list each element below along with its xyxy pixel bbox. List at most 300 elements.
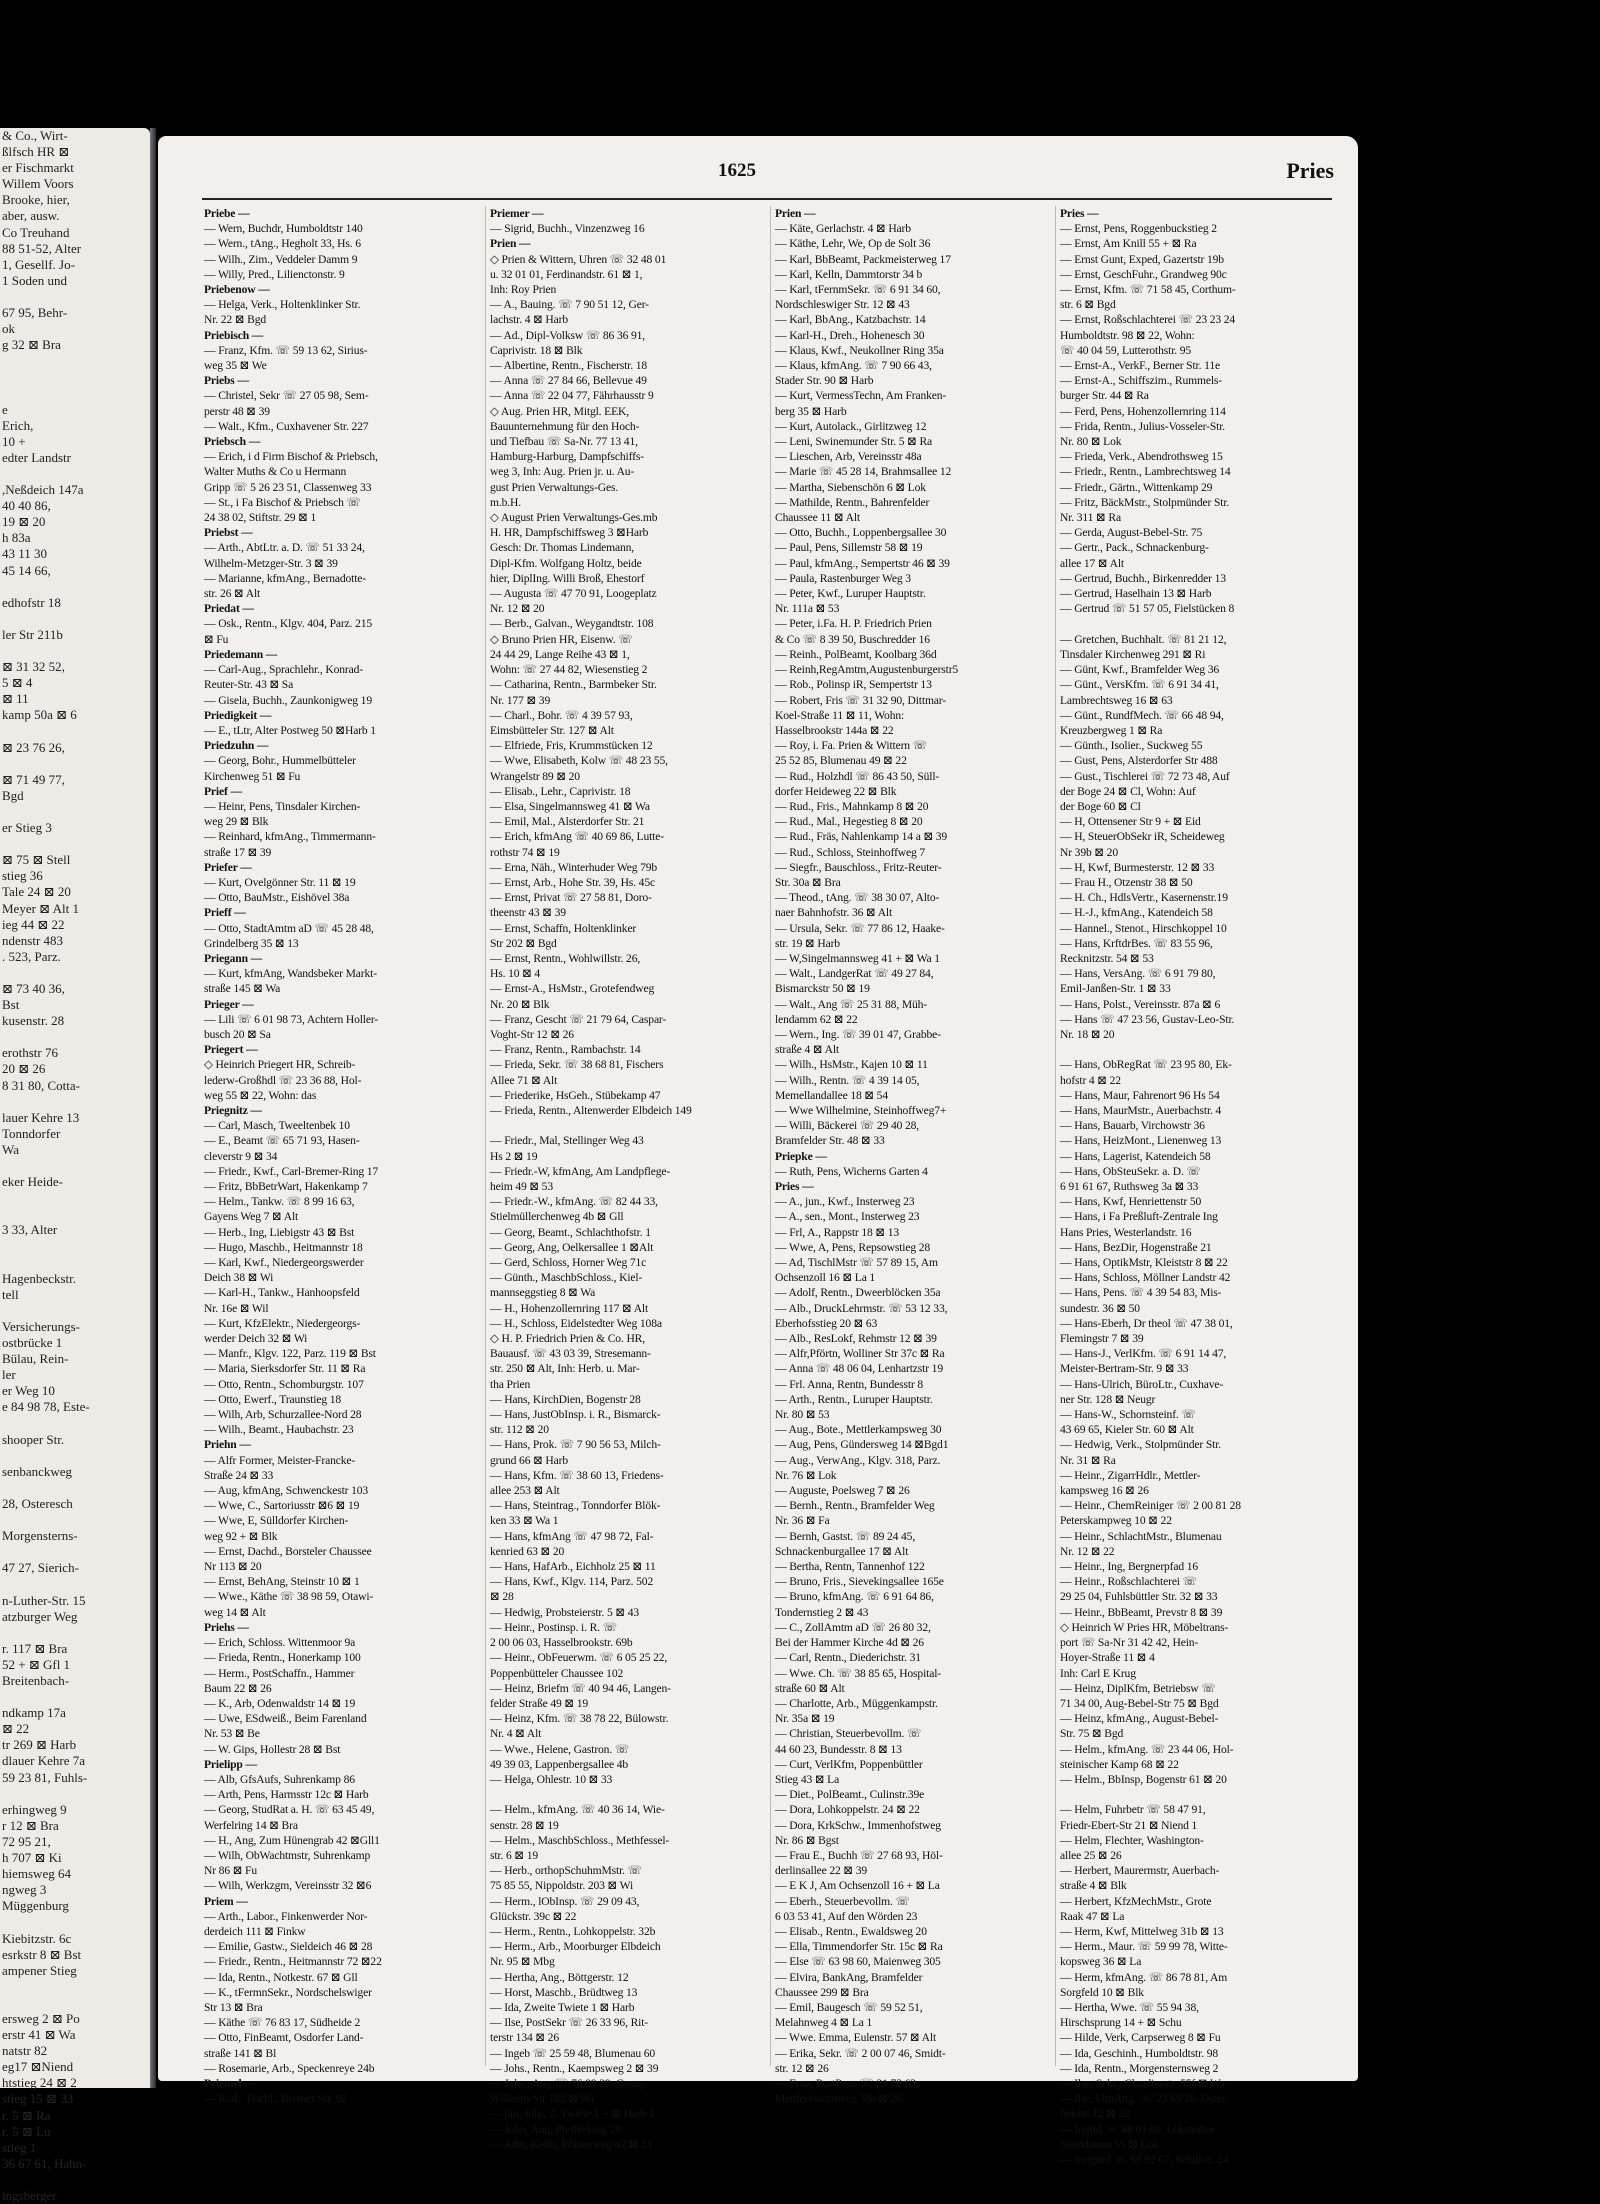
directory-entry: — Walt., Ang ☏ 25 31 88, Müh- — [775, 997, 927, 1011]
directory-entry: — Käthe ☏ 76 83 17, Südheide 2 — [204, 2016, 361, 2030]
directory-entry: — Ilse, kfmAng. ☏ 23 69 26, Oster- — [1060, 2092, 1229, 2106]
directory-entry: Wilhelm-Str 182 ⊠ Wi — [490, 2092, 594, 2106]
left-page-line — [0, 1448, 150, 1464]
directory-entry: Nr. 80 ⊠ 53 — [775, 1408, 830, 1422]
directory-entry: — Ernst-A., HsMstr., Grotefendweg — [490, 982, 655, 996]
directory-entry: Nr. 86 ⊠ Bgst — [775, 1833, 839, 1847]
directory-entry: — Otto, Buchh., Loppenbergsallee 30 — [775, 526, 947, 540]
directory-entry: burger Str. 44 ⊠ Ra — [1060, 389, 1149, 403]
directory-entry: — Hans, Bauarb, Virchowstr 36 — [1060, 1119, 1205, 1133]
directory-entry: Prieff — — [204, 906, 246, 920]
directory-entry: port ☏ Sa-Nr 31 42 42, Hein- — [1060, 1636, 1199, 1650]
directory-entry: — Alb., ResLokf, Rehmstr 12 ⊠ 39 — [775, 1332, 937, 1346]
left-page-line: 43 11 30 — [2, 546, 48, 562]
directory-entry: — Ernst-A., VerkF., Berner Str. 11e — [1060, 359, 1220, 373]
left-page-line: & Co., Wirt- — [2, 128, 68, 143]
directory-entry: — Marianne, kfmAng., Bernadotte- — [204, 571, 366, 585]
left-page-line: ⊠ 31 32 52, — [2, 659, 65, 675]
directory-entry: Nr. 95 ⊠ Mbg — [490, 1955, 555, 1969]
directory-entry: Bismarckstr 50 ⊠ 19 — [775, 982, 870, 996]
left-page-line: hiemsweg 64 — [2, 1866, 71, 1882]
left-page-line — [0, 1029, 150, 1045]
left-page-line — [0, 723, 150, 739]
directory-entry: ◇ H. P. Friedrich Prien & Co. HR, — [490, 1332, 646, 1346]
directory-entry: — Helm., Tankw. ☏ 8 99 16 63, — [204, 1195, 355, 1209]
directory-entry: — Hans, Polst., Vereinsstr. 87a ⊠ 6 — [1060, 997, 1221, 1011]
directory-entry: Priepke — — [775, 1149, 827, 1163]
left-page-line: tr 269 ⊠ Harb — [2, 1737, 77, 1753]
left-page-line: g 32 ⊠ Bra — [2, 337, 61, 353]
directory-entry: Wohn: ☏ 27 44 82, Wiesenstieg 2 — [490, 663, 648, 677]
directory-entry: m.b.H. — [490, 495, 521, 509]
directory-entry: — Heinz, DiplKfm, Betriebsw ☏ — [1060, 1681, 1216, 1695]
directory-entry: — Paul, Pens, Sillemstr 58 ⊠ 19 — [775, 541, 923, 555]
directory-entry: Eimsbütteler Str. 127 ⊠ Alt — [490, 723, 614, 737]
left-page-line — [0, 965, 150, 981]
directory-entry: — Erna, PostPens ☏ 21 73 63, — [775, 2076, 919, 2090]
left-page-line: Kiebitzstr. 6c — [2, 1930, 72, 1946]
directory-entry: derlinsallee 22 ⊠ 39 — [775, 1864, 868, 1878]
directory-entry: Inh: Roy Prien — [490, 283, 557, 297]
directory-entry: — Günth., Isolier., Suckweg 55 — [1060, 739, 1203, 753]
directory-entry: — Bernh, Gastst. ☏ 89 24 45, — [775, 1529, 916, 1543]
directory-entry: perstr 48 ⊠ 39 — [204, 404, 270, 418]
directory-entry: 44 60 23, Bundesstr. 8 ⊠ 13 — [775, 1742, 902, 1756]
directory-entry: — Erna, Näh., Winterhuder Weg 79b — [490, 860, 658, 874]
directory-entry: — Frida, Rentn., Julius-Vosseler-Str. — [1060, 419, 1226, 433]
left-page-fragment — [0, 128, 150, 2203]
directory-entry: — Ida, Geschinh., Humboldtstr. 98 — [1060, 2046, 1218, 2060]
left-page-line — [0, 611, 150, 627]
directory-entry: — John, Kelln, Pfauenweg 42 ⊠ 33 — [490, 2137, 653, 2151]
directory-entry: Priedat — — [204, 602, 254, 616]
directory-entry: — Wern., Ing. ☏ 39 01 47, Grabbe- — [775, 1027, 941, 1041]
directory-entry: Lambrechtsweg 16 ⊠ 63 — [1060, 693, 1173, 707]
directory-entry: — Friedr.-W., kfmAng. ☏ 82 44 33, — [490, 1195, 658, 1209]
directory-entry: — Rud., Fräs, Nahlenkamp 14 a ⊠ 39 — [775, 830, 948, 844]
directory-entry: — Osk., Rentn., Klgv. 404, Parz. 215 — [204, 617, 373, 631]
left-page-line: ndenstr 483 — [2, 932, 64, 948]
left-page-line: r. 5 ⊠ Lu — [2, 2123, 51, 2139]
directory-entry: Priehs — — [204, 1620, 249, 1634]
directory-entry — [490, 1787, 766, 1802]
directory-entry: — Hans, ObSteuSekr. a. D. ☏ — [1060, 1164, 1201, 1178]
directory-entry: — Karl, BbAng., Katzbachstr. 14 — [775, 313, 926, 327]
directory-entry: Tinsdaler Kirchenweg 291 ⊠ Ri — [1060, 647, 1206, 661]
left-page-line: er Weg 10 — [2, 1383, 55, 1399]
directory-entry: Stader Str. 90 ⊠ Harb — [775, 374, 874, 388]
directory-entry: — Ruth, Pens, Wicherns Garten 4 — [775, 1164, 928, 1178]
directory-entry: — Hans, ObRegRat ☏ 23 95 80, Ek- — [1060, 1058, 1232, 1072]
directory-entry: — Ernst, Am Knill 55 + ⊠ Ra — [1060, 237, 1197, 251]
left-page-line — [0, 2172, 150, 2188]
directory-entry: — Hans, Pens. ☏ 4 39 54 83, Mis- — [1060, 1286, 1222, 1300]
directory-entry: Hasselbrookstr 144a ⊠ 22 — [775, 723, 894, 737]
directory-entry: — Elisab., Lehr., Caprivistr. 18 — [490, 784, 631, 798]
directory-entry: — Helm., MaschbSchloss., Methfessel- — [490, 1833, 670, 1847]
directory-entry: — Herm., PostSchaffn., Hammer — [204, 1666, 355, 1680]
left-page-line: Bst — [2, 997, 20, 1013]
directory-entry: — Wern, Buchdr, Humboldtstr 140 — [204, 222, 363, 236]
directory-entry: — Heinr., ZigarrHdlr., Mettler- — [1060, 1468, 1201, 1482]
directory-entry: ner Str. 128 ⊠ Neugr — [1060, 1392, 1156, 1406]
directory-entry: Raak 47 ⊠ La — [1060, 1909, 1125, 1923]
directory-entry: Prien — — [775, 207, 816, 220]
directory-entry: — Ernst, Pens, Roggenbuckstieg 2 — [1060, 222, 1217, 236]
left-page-line: 72 95 21, — [2, 1833, 51, 1849]
directory-entry: — Horst, Maschb., Brüdtweg 13 — [490, 1985, 638, 1999]
left-page-line: ostbrücke 1 — [2, 1335, 63, 1351]
left-page-line — [0, 289, 150, 305]
directory-entry: Priedigkeit — — [204, 708, 272, 722]
directory-entry: — Käte, Gerlachstr. 4 ⊠ Harb — [775, 222, 911, 236]
directory-entry: ◇ Bruno Prien HR, Eisenw. ☏ — [490, 632, 633, 646]
directory-entry: Hamburg-Harburg, Dampfschiffs- — [490, 450, 644, 464]
left-page-line: atzburger Weg — [2, 1608, 78, 1624]
directory-entry: Glückstr. 39c ⊠ 22 — [490, 1909, 577, 1923]
directory-entry: — Anna ☏ 48 06 04, Lenhartzstr 19 — [775, 1362, 943, 1376]
directory-entry: — Anna ☏ 22 04 77, Fährhausstr 9 — [490, 389, 654, 403]
directory-entry: — Wilh., Zim., Veddeler Damm 9 — [204, 252, 358, 266]
directory-entry: & Co ☏ 8 39 50, Buschredder 16 — [775, 632, 930, 646]
left-page-line — [0, 579, 150, 595]
directory-entry: — Elvira, BankAng, Bramfelder — [775, 1970, 923, 1984]
directory-entry: — K., Arb, Odenwaldstr 14 ⊠ 19 — [204, 1696, 356, 1710]
left-page-line: Wa — [2, 1141, 19, 1157]
directory-entry: — Ida, Rentn., Notkestr. 67 ⊠ Gll — [204, 1970, 358, 1984]
directory-entry: — Wilh, Arb, Schurzallee-Nord 28 — [204, 1408, 362, 1422]
directory-entry: Nr. 80 ⊠ Lok — [1060, 435, 1122, 449]
directory-entry: — Friedr., Kwf., Carl-Bremer-Ring 17 — [204, 1164, 379, 1178]
directory-entry: — Ingrid ☏ 48 01 80, Lokstedter — [1060, 2122, 1215, 2136]
directory-entry: — Ernst, Rentn., Wohlwillstr. 26, — [490, 951, 641, 965]
directory-entry: — Günth., MaschbSchloss., Kiel- — [490, 1271, 643, 1285]
left-page-line: ⊠ 75 ⊠ Stell — [2, 852, 71, 868]
directory-entry: — Hans, BezDir, Hogenstraße 21 — [1060, 1240, 1212, 1254]
directory-entry: lachstr. 4 ⊠ Harb — [490, 313, 568, 327]
directory-entry: werder Deich 32 ⊠ Wi — [204, 1332, 308, 1346]
directory-entry: — Klaus, Kwf., Neukollner Ring 35a — [775, 343, 944, 357]
directory-entry: Humboldtstr. 98 ⊠ 22, Wohn: — [1060, 328, 1195, 342]
directory-entry: — Heinz, Briefm ☏ 40 94 46, Langen- — [490, 1681, 671, 1695]
directory-entry: Priebe — — [204, 207, 250, 220]
directory-entry: — Wilh., HsMstr., Kajen 10 ⊠ 11 — [775, 1058, 928, 1072]
directory-entry: Nr. 177 ⊠ 39 — [490, 693, 551, 707]
directory-entry: Deich 38 ⊠ Wi — [204, 1271, 274, 1285]
directory-entry: Pries — — [775, 1180, 814, 1193]
directory-entry: Walter Muths & Co u Hermann — [204, 465, 347, 479]
left-page-line: ampener Stieg — [2, 1962, 77, 1978]
left-page-line — [0, 1416, 150, 1432]
directory-entry: Gayens Weg 7 ⊠ Alt — [204, 1210, 299, 1224]
left-page-line: aber, ausw. — [2, 208, 60, 224]
directory-entry: — Christian, Steuerbevollm. ☏ — [775, 1727, 922, 1741]
left-page-line — [0, 353, 150, 369]
directory-entry: — Günt., VersKfm. ☏ 6 91 34 41, — [1060, 678, 1219, 692]
directory-entry: — Hannel., Stenot., Hirschkoppel 10 — [1060, 921, 1227, 935]
left-page-line — [0, 804, 150, 820]
left-page-line: 88 51-52, Alter — [2, 240, 82, 256]
directory-entry: sundestr. 36 ⊠ 50 — [1060, 1301, 1140, 1315]
directory-entry: — Ernst Gunt, Exped, Gazertstr 19b — [1060, 252, 1224, 266]
directory-entry: — Heinr., SchlachtMstr., Blumenau — [1060, 1529, 1222, 1543]
directory-entry: — Uwe, ESdweiß., Beim Farenland — [204, 1712, 367, 1726]
directory-entry: — Otto, Ewerf., Traunstieg 18 — [204, 1392, 342, 1406]
directory-entry: Hoyer-Straße 11 ⊠ 4 — [1060, 1651, 1155, 1665]
directory-entry: Memellandallee 18 ⊠ 54 — [775, 1088, 888, 1102]
directory-entry: — Hans-W., Schornsteinf. ☏ — [1060, 1408, 1196, 1422]
left-page-line: kusenstr. 28 — [2, 1013, 65, 1029]
directory-entry: — Helm., kfmAng. ☏ 23 44 06, Hol- — [1060, 1742, 1234, 1756]
left-page-line — [0, 369, 150, 385]
directory-entry: — Klaus, kfmAng. ☏ 7 90 66 43, — [775, 359, 932, 373]
directory-entry: 24 38 02, Stiftstr. 29 ⊠ 1 — [204, 511, 317, 525]
column-4 — [1055, 206, 1340, 2166]
directory-entry: — Frieda, Rentn., Altenwerder Elbdeich 149 — [490, 1103, 692, 1117]
directory-entry: Kreuzbergweg 1 ⊠ Ra — [1060, 723, 1163, 737]
directory-entry: straße 4 ⊠ Blk — [1060, 1879, 1127, 1893]
directory-entry: — Karl, Kelln, Dammtorstr 34 b — [775, 267, 923, 281]
directory-entry: — Georg, Ang, Oelkersallee 1 ⊠Alt — [490, 1240, 654, 1254]
directory-columns — [200, 206, 1340, 2166]
directory-entry: — Robert, Fris ☏ 31 32 90, Dittmar- — [775, 693, 946, 707]
directory-entry: Bei der Hammer Kirche 4d ⊠ 26 — [775, 1636, 924, 1650]
directory-entry: Baum 22 ⊠ 26 — [204, 1681, 272, 1695]
left-page-line: r 12 ⊠ Bra — [2, 1817, 59, 1833]
directory-entry: — Hugo, Maschb., Heitmannstr 18 — [204, 1240, 363, 1254]
directory-entry: Gesch: Dr. Thomas Lindemann, — [490, 541, 635, 555]
directory-entry: — Arth., Labor., Finkenwerder Nor- — [204, 1909, 368, 1923]
directory-entry: — Charl., Bohr. ☏ 4 39 57 93, — [490, 708, 633, 722]
directory-entry: — Rud., Schloss, Steinhoffweg 7 — [775, 845, 926, 859]
directory-entry: — Mathilde, Rentn., Bahrenfelder — [775, 495, 930, 509]
left-page-line: 36 67 61, Hahn- — [2, 2155, 87, 2171]
directory-entry: Priebenow — — [204, 283, 270, 297]
directory-entry: — Erich, i d Firm Bischof & Priebsch, — [204, 450, 378, 464]
directory-entry: — Hans, Lagerist, Katendeich 58 — [1060, 1149, 1211, 1163]
directory-entry: — Paula, Rastenburger Weg 3 — [775, 571, 911, 585]
directory-entry: — Heinr., BbBeamt, Prevstr 8 ⊠ 39 — [1060, 1605, 1223, 1619]
directory-entry: Prieger — — [204, 997, 254, 1011]
directory-entry: derdeich 111 ⊠ Finkw — [204, 1924, 306, 1938]
left-page-line: e — [2, 401, 8, 417]
directory-entry: allee 25 ⊠ 26 — [1060, 1848, 1122, 1862]
directory-entry: — Kurt, Ovelgönner Str. 11 ⊠ 19 — [204, 875, 356, 889]
directory-entry: — Wwe, Elisabeth, Kolw ☏ 48 23 55, — [490, 754, 668, 768]
directory-entry: — H.-J., kfmAng., Katendeich 58 — [1060, 906, 1213, 920]
directory-entry: — Rud., Fris., Mahnkamp 8 ⊠ 20 — [775, 799, 929, 813]
directory-entry: — Christel, Sekr ☏ 27 05 98, Sem- — [204, 389, 369, 403]
directory-entry: — Otto, StadtAmtm aD ☏ 45 28 48, — [204, 921, 374, 935]
directory-entry: — Frau E., Buchh ☏ 27 68 93, Höl- — [775, 1848, 943, 1862]
directory-entry: Priefer — — [204, 860, 252, 874]
directory-entry: Priegnitz — — [204, 1103, 262, 1117]
directory-entry: — Hans, OptikMstr, Kleiststr 8 ⊠ 22 — [1060, 1256, 1228, 1270]
directory-entry: — Hans, Steintrag., Tonndorfer Blök- — [490, 1499, 661, 1513]
directory-entry: — Herm., Rentn., Lohkoppelstr. 32b — [490, 1924, 656, 1938]
directory-entry: 71 34 00, Aug-Bebel-Str 75 ⊠ Bgd — [1060, 1696, 1219, 1710]
directory-entry: Flemingstr 7 ⊠ 39 — [1060, 1332, 1144, 1346]
left-page-line: eg17 ⊠Niend — [2, 2059, 74, 2075]
directory-entry: — Friedr., Rentn., Heitmannstr 72 ⊠22 — [204, 1955, 382, 1969]
left-page-line — [0, 1786, 150, 1802]
directory-entry: weg 55 ⊠ 22, Wohn: das — [204, 1088, 317, 1102]
left-page-line: dlauer Kehre 7a — [2, 1753, 86, 1769]
directory-entry: — Carl, Masch, Tweeltenbek 10 — [204, 1119, 350, 1133]
directory-entry: — A., jun., Kwf., Insterweg 23 — [775, 1195, 915, 1209]
left-page-line: h 83a — [2, 530, 31, 546]
directory-entry: — Eberh., Steuerbevollm. ☏ — [775, 1894, 910, 1908]
directory-entry: Nr. 4 ⊠ Alt — [490, 1727, 542, 1741]
left-page-line: edter Landstr — [2, 449, 71, 465]
directory-entry: — Ernst, GeschFuhr., Grandweg 90c — [1060, 267, 1227, 281]
left-page-line: Tonndorfer — [2, 1125, 61, 1141]
directory-entry: — Walt., Kfm., Cuxhavener Str. 227 — [204, 419, 369, 433]
directory-entry: — Fritz, BbBetrWart, Hakenkamp 7 — [204, 1180, 368, 1193]
directory-entry: — Frl, A., Rappstr 18 ⊠ 13 — [775, 1225, 900, 1239]
directory-entry: — Willy, Pred., Lilienctonstr. 9 — [204, 267, 345, 281]
directory-entry: — Gertrud, Buchh., Birkenredder 13 — [1060, 571, 1226, 585]
directory-entry: Str. 30a ⊠ Bra — [775, 875, 841, 889]
directory-entry: Schnackenburgallee 17 ⊠ Alt — [775, 1544, 909, 1558]
left-page-line: r. 117 ⊠ Bra — [2, 1640, 68, 1656]
left-page-line: Müggenburg — [2, 1898, 69, 1914]
directory-entry: — Bruno, kfmAng. ☏ 6 91 64 86, — [775, 1590, 934, 1604]
directory-entry: ken 33 ⊠ Wa 1 — [490, 1514, 559, 1528]
left-page-line: ler — [2, 1367, 16, 1383]
directory-entry: — St., i Fa Bischof & Priebsch ☏ — [204, 495, 361, 509]
directory-entry: — Ingeb ☏ 25 59 48, Blumenau 60 — [490, 2046, 656, 2060]
left-page-line — [0, 1544, 150, 1560]
left-page-line: 10 + — [2, 433, 26, 449]
directory-entry: Priedzuhn — — [204, 739, 269, 753]
directory-entry: ◇ Prien & Wittern, Uhren ☏ 32 48 01 — [490, 252, 667, 266]
directory-entry: — Hans, kfmAng ☏ 47 98 72, Fal- — [490, 1529, 654, 1543]
directory-entry: Nr. 12 ⊠ 22 — [1060, 1544, 1115, 1558]
directory-entry: — Wwe, A, Pens, Repsowstieg 28 — [775, 1240, 931, 1254]
directory-entry: — Marie ☏ 45 28 14, Brahmsallee 12 — [775, 465, 952, 479]
directory-entry: — H., Schloss, Eidelstedter Weg 108a — [490, 1316, 662, 1330]
left-page-line: ⊠ 11 — [2, 691, 29, 707]
directory-entry: — Hans, Kwf., Klgv. 114, Parz. 502 — [490, 1575, 654, 1589]
directory-entry: Nr. 76 ⊠ Lok — [775, 1468, 837, 1482]
directory-entry: — Arth, Pens, Harmsstr 12c ⊠ Harb — [204, 1788, 369, 1802]
directory-entry: — E K J, Am Ochsenzoll 16 + ⊠ La — [775, 1879, 940, 1893]
directory-entry: — Hans, Schloss, Möllner Landstr 42 — [1060, 1271, 1231, 1285]
left-page-line — [0, 386, 150, 402]
directory-entry: felder Straße 49 ⊠ 19 — [490, 1696, 588, 1710]
directory-entry: — Ernst, Kfm. ☏ 71 58 45, Corthum- — [1060, 283, 1236, 297]
directory-entry: kampsweg 16 ⊠ 26 — [1060, 1484, 1149, 1498]
directory-entry: — Herm, Kwf, Mittelweg 31b ⊠ 13 — [1060, 1924, 1224, 1938]
page-header-rule — [202, 156, 1332, 200]
directory-entry: Wrangelstr 89 ⊠ 20 — [490, 769, 580, 783]
directory-entry: — Heinz, kfmAng., August-Bebel- — [1060, 1712, 1219, 1726]
directory-entry: — Ella, Timmendorfer Str. 15c ⊠ Ra — [775, 1940, 943, 1954]
directory-entry: — Gust., Tischlerei ☏ 72 73 48, Auf — [1060, 769, 1230, 783]
directory-entry: — A., Bauing. ☏ 7 90 51 12, Ger- — [490, 298, 649, 312]
directory-entry: — Albertine, Rentn., Fischerstr. 18 — [490, 359, 648, 373]
directory-entry: — Ad, TischlMstr ☏ 57 89 15, Am — [775, 1256, 938, 1270]
directory-entry: — Curt, VerlKfm, Poppenbüttler — [775, 1757, 923, 1771]
directory-entry: Tondernstieg 2 ⊠ 43 — [775, 1605, 869, 1619]
directory-entry: 24 44 29, Lange Reihe 43 ⊠ 1, — [490, 647, 630, 661]
directory-entry: tha Prien — [490, 1377, 531, 1391]
left-page-line: shooper Str. — [2, 1431, 65, 1447]
directory-entry: — Aug, Pens, Gündersweg 14 ⊠Bgd1 — [775, 1438, 949, 1452]
left-page-line: tell — [2, 1286, 19, 1302]
directory-entry: — Alfr,Pförtn, Wolliner Str 37c ⊠ Ra — [775, 1347, 945, 1361]
directory-entry: — Helga, Verk., Holtenklinker Str. — [204, 298, 361, 312]
left-page-line — [0, 1206, 150, 1222]
directory-entry: Reuter-Str. 43 ⊠ Sa — [204, 678, 294, 692]
directory-entry: — Franz, Kfm. ☏ 59 13 62, Sirius- — [204, 343, 368, 357]
directory-entry: — Wilh., Rentn. ☏ 4 39 14 05, — [775, 1073, 920, 1087]
left-page-line: esrkstr 8 ⊠ Bst — [2, 1946, 82, 1962]
directory-entry: Priehn — — [204, 1438, 251, 1452]
running-head: Pries — [1286, 158, 1334, 183]
left-page-line — [0, 756, 150, 772]
directory-entry: allee 253 ⊠ Alt — [490, 1484, 560, 1498]
directory-entry: — Walt., LandgerRat ☏ 49 27 84, — [775, 967, 934, 981]
directory-entry: — Friedr.-W, kfmAng, Am Landpflege- — [490, 1164, 671, 1178]
directory-entry: busch 20 ⊠ Sa — [204, 1027, 271, 1041]
directory-entry: — Hans, HafArb., Eichholz 25 ⊠ 11 — [490, 1560, 656, 1574]
directory-entry: — jun, Johs, 2. Twiete 1 + ⊠ Harb 1 — [490, 2107, 655, 2121]
directory-entry: ◇ Heinrich W Pries HR, Möbeltrans- — [1060, 1620, 1229, 1634]
directory-entry: — Hans, KirchDien, Bogenstr 28 — [490, 1392, 641, 1406]
directory-entry: — W,Singelmannsweg 41 + ⊠ Wa 1 — [775, 951, 940, 965]
directory-entry: — Wilh, Werkzgm, Vereinsstr 32 ⊠6 — [204, 1879, 372, 1893]
left-page-line — [0, 1158, 150, 1174]
directory-entry: — Helm, Fuhrbetr ☏ 58 47 91, — [1060, 1803, 1206, 1817]
directory-entry: — Willi, Bäckerei ☏ 29 40 28, — [775, 1119, 920, 1133]
directory-entry: Nr. 311 ⊠ Ra — [1060, 511, 1121, 525]
directory-entry: — Ad., Dipl-Volksw ☏ 86 36 91, — [490, 328, 646, 342]
directory-entry: Nr. 20 ⊠ Blk — [490, 997, 550, 1011]
directory-entry: senstr. 28 ⊠ 19 — [490, 1818, 559, 1832]
directory-entry: straße 60 ⊠ Alt — [775, 1681, 845, 1695]
directory-entry: — Theod., tAng. ☏ 38 30 07, Alto- — [775, 891, 940, 905]
directory-entry: Nr. 35a ⊠ 19 — [775, 1712, 835, 1726]
left-page-line: ingsberger — [2, 2188, 57, 2203]
directory-entry: weg 3, Inh: Aug. Prien jr. u. Au- — [490, 465, 635, 479]
directory-entry: — Emil, Mal., Alsterdorfer Str. 21 — [490, 815, 645, 829]
directory-entry: — Aug., Bote., Mettlerkampsweg 30 — [775, 1423, 942, 1437]
directory-page — [158, 136, 1358, 2166]
directory-entry: — Frieda, Sekr. ☏ 38 68 81, Fischers — [490, 1058, 664, 1072]
directory-entry: — Wwe. Ch. ☏ 38 85 65, Hospital- — [775, 1666, 941, 1680]
directory-entry: hier, DiplIng. Willi Broß, Ehestorf — [490, 571, 645, 585]
directory-entry: — Ernst, Privat ☏ 27 58 81, Doro- — [490, 891, 652, 905]
directory-entry: — Rob., Polinsp iR, Sempertstr 13 — [775, 678, 932, 692]
left-page-line: Co Treuhand — [2, 224, 70, 240]
directory-entry: Nr. 22 ⊠ Bgd — [204, 313, 267, 327]
left-page-line: 8 31 80, Cotta- — [2, 1077, 80, 1093]
directory-entry: — Hans, Maur, Fahrenort 96 Hs 54 — [1060, 1088, 1220, 1102]
left-page-line — [0, 643, 150, 659]
directory-entry: — Rud., Tischl., Bremer Str. 92 — [204, 2092, 347, 2106]
directory-entry: Steindamm 55 ⊠ Lok — [1060, 2137, 1159, 2151]
directory-entry: Allee 71 ⊠ Alt — [490, 1073, 558, 1087]
directory-entry: — Franz, Rentn., Rambachstr. 14 — [490, 1043, 641, 1057]
directory-entry: der Boge 60 ⊠ Cl — [1060, 799, 1141, 813]
directory-entry: — Frl. Anna, Rentn, Bundesstr 8 — [775, 1377, 923, 1391]
column-3 — [770, 206, 1055, 2106]
directory-entry: — Wwe., Käthe ☏ 38 98 59, Otawi- — [204, 1590, 374, 1604]
directory-entry: — Carl, Rentn., Diederichstr. 31 — [775, 1651, 921, 1665]
directory-entry: str. 250 ⊠ Alt, Inh: Herb. u. Mar- — [490, 1362, 640, 1376]
